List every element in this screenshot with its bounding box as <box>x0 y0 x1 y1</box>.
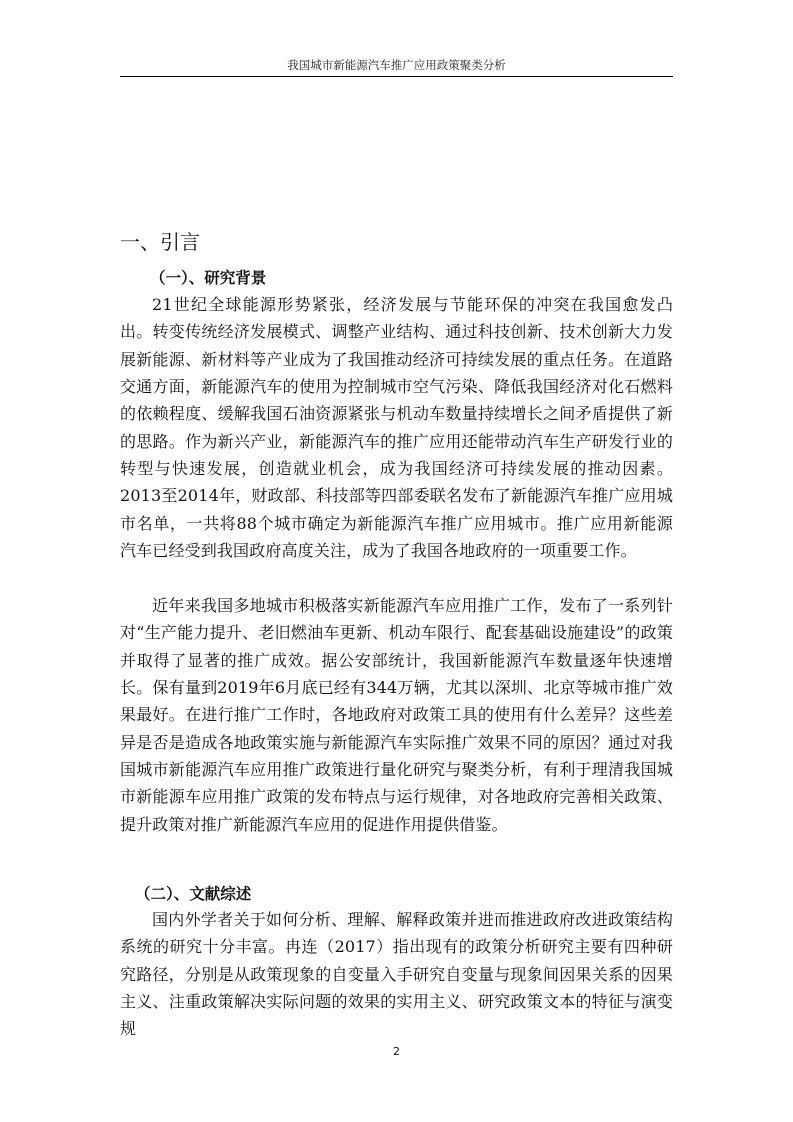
paragraph: 近年来我国多地城市积极落实新能源汽车应用推广工作，发布了一系列针对“生产能力提升、老旧燃油车更新、机动车限行、配套基础设施建设”的政策并取得了显著的推广成效。据公安部统计，我国新能源汽车数量逐年快速增长。保有量到2019年6月底已经有344万辆，尤其以深圳、北京等城市推广效果最好。在进行推广工作时，各地政府对政策工具的使用有什么差异？这些差异是否是造成各地政策实施与新能源汽车实际推广效果不同的原因？通过对我国城市新能源汽车应用推广政策进行量化研究与聚类分析，有利于理清我国城市新能源车应用推广政策的发布特点与运行规律，对各地政府完善相关政策、提升政策对推广新能源汽车应用的促进作用提供借鉴。 <box>120 596 673 834</box>
header-rule <box>120 76 673 77</box>
running-header: 我国城市新能源汽车推广应用政策聚类分析 <box>287 58 506 72</box>
paragraph: 国内外学者关于如何分析、理解、解释政策并进而推进政府改进政策结构系统的研究十分丰富。冉连（2017）指出现有的政策分析研究主要有四种研究路径，分别是从政策现象的自变量入手研究自变量与现象间因果关系的因果主义、注重政策解决实际问题的效果的实用主义、研究政策文本的特征与演变规 <box>120 910 673 1039</box>
section-heading: 一、引言 <box>120 230 200 254</box>
paragraph: 21世纪全球能源形势紧张，经济发展与节能环保的冲突在我国愈发凸出。转变传统经济发展模式、调整产业结构、通过科技创新、技术创新大力发展新能源、新材料等产业成为了我国推动经济可持续发展的重点任务。在道路交通方面，新能源汽车的使用为控制城市空气污染、降低我国经济对化石燃料的依赖程度、缓解我国石油资源紧张与机动车数量持续增长之间矛盾提供了新的思路。作为新兴产业，新能源汽车的推广应用还能带动汽车生产研发行业的转型与快速发展，创造就业机会，成为我国经济可持续发展的推动因素。2013至2014年，财政部、科技部等四部委联名发布了新能源汽车推广应用城市名单，一共将88个城市确定为新能源汽车推广应用城市。推广应用新能源汽车已经受到我国政府高度关注，成为了我国各地政府的一项重要工作。 <box>120 295 673 561</box>
page-number: 2 <box>393 1045 400 1058</box>
subheading-literature-review: （二）、文献综述 <box>135 885 252 903</box>
subheading-research-background: （一）、研究背景 <box>150 269 267 287</box>
